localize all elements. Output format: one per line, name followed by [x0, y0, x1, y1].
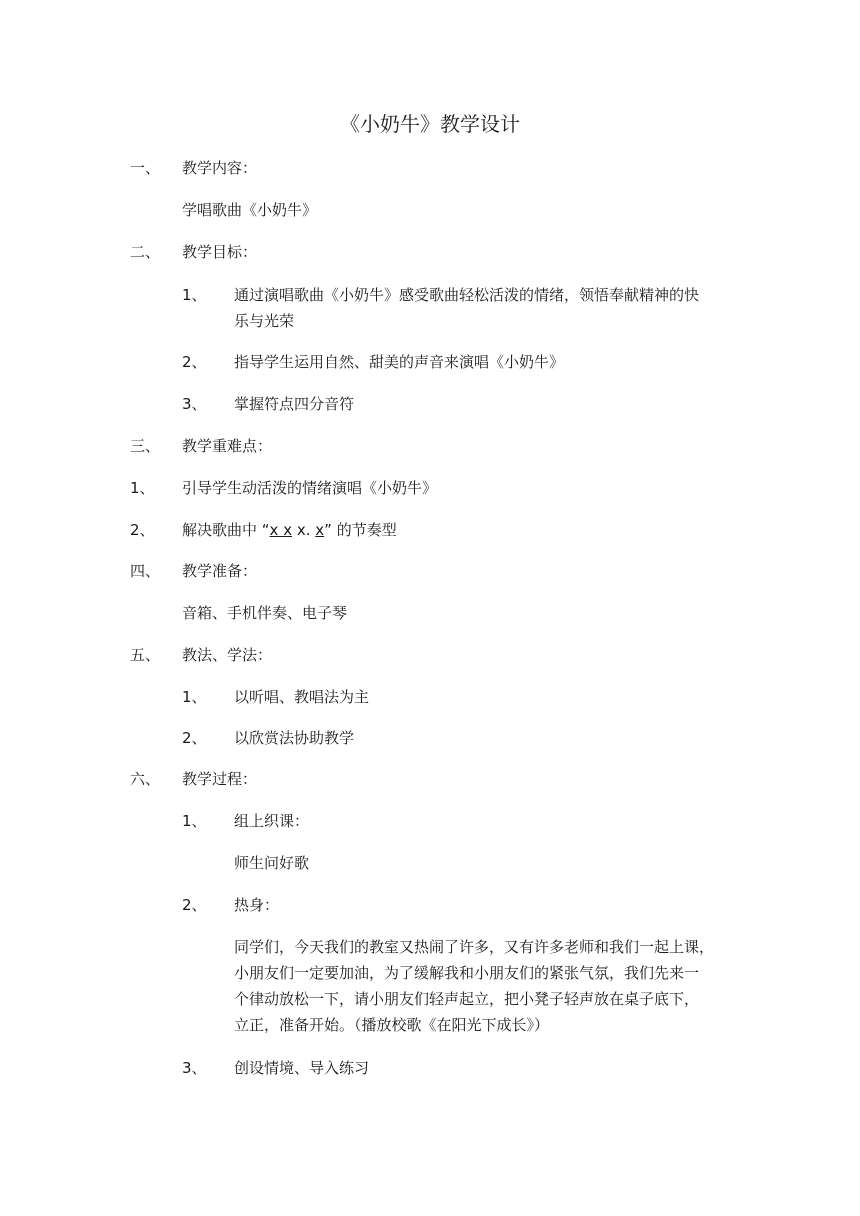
list-number: 1、	[182, 286, 207, 304]
list-text: 热身：	[234, 896, 280, 914]
list-number: 2、	[182, 353, 207, 371]
preparation-text: 音箱、手机伴奏、电子琴	[182, 604, 348, 622]
section-label: 教学过程：	[182, 770, 258, 788]
list-number: 1、	[130, 479, 155, 497]
rhythm-suffix: ” 的节奏型	[324, 521, 397, 539]
list-number: 3、	[182, 395, 207, 413]
section-number: 一、	[130, 159, 161, 177]
section-label: 教学目标：	[182, 243, 258, 261]
list-number: 2、	[130, 521, 155, 539]
list-text: 掌握符点四分音符	[234, 395, 355, 413]
list-text: 以欣赏法协助教学	[234, 729, 355, 747]
section-label: 教法、学法：	[182, 646, 273, 664]
process-item-1-detail: 师生问好歌	[234, 854, 310, 872]
content-text: 学唱歌曲《小奶牛》	[182, 201, 318, 219]
list-number: 2、	[182, 729, 207, 747]
section-number: 六、	[130, 770, 161, 788]
rhythm-dotted-note: x.	[292, 521, 316, 539]
process-item-2-detail-line-3: 个律动放松一下，请小朋友们轻声起立，把小凳子轻声放在桌子底下，	[234, 990, 700, 1008]
process-item-2-detail-line-4: 立正，准备开始。（播放校歌《在阳光下成长》）	[234, 1016, 550, 1034]
section-label: 教学重难点：	[182, 437, 273, 455]
rhythm-notes-underlined: x x	[269, 521, 293, 539]
list-text: 以听唱、教唱法为主	[234, 688, 370, 706]
goal-item-1-continued: 乐与光荣	[234, 312, 295, 330]
section-number: 二、	[130, 243, 161, 261]
list-number: 1、	[182, 688, 207, 706]
section-number: 五、	[130, 646, 161, 664]
process-item-2-detail-line-1: 同学们，今天我们的教室又热闹了许多，又有许多老师和我们一起上课，	[234, 938, 715, 956]
rhythm-note-underlined: x	[315, 521, 325, 539]
list-text: 指导学生运用自然、甜美的声音来演唱《小奶牛》	[234, 353, 565, 371]
rhythm-line	[182, 517, 397, 543]
list-text: 引导学生动活泼的情绪演唱《小奶牛》	[182, 479, 438, 497]
section-label: 教学准备：	[182, 562, 258, 580]
list-number: 1、	[182, 812, 207, 830]
list-text: 创设情境、导入练习	[234, 1059, 370, 1077]
section-label: 教学内容：	[182, 159, 258, 177]
section-number: 四、	[130, 562, 161, 580]
list-text: 组上织课：	[234, 812, 310, 830]
document-title: 《小奶牛》教学设计	[340, 112, 520, 136]
process-item-2-detail-line-2: 小朋友们一定要加油，为了缓解我和小朋友们的紧张气氛，我们先来一	[234, 964, 700, 982]
list-number: 3、	[182, 1059, 207, 1077]
section-number: 三、	[130, 437, 161, 455]
list-text: 通过演唱歌曲《小奶牛》感受歌曲轻松活泼的情绪，领悟奉献精神的快	[234, 286, 700, 304]
rhythm-prefix: 解决歌曲中 “	[182, 521, 270, 539]
list-number: 2、	[182, 896, 207, 914]
